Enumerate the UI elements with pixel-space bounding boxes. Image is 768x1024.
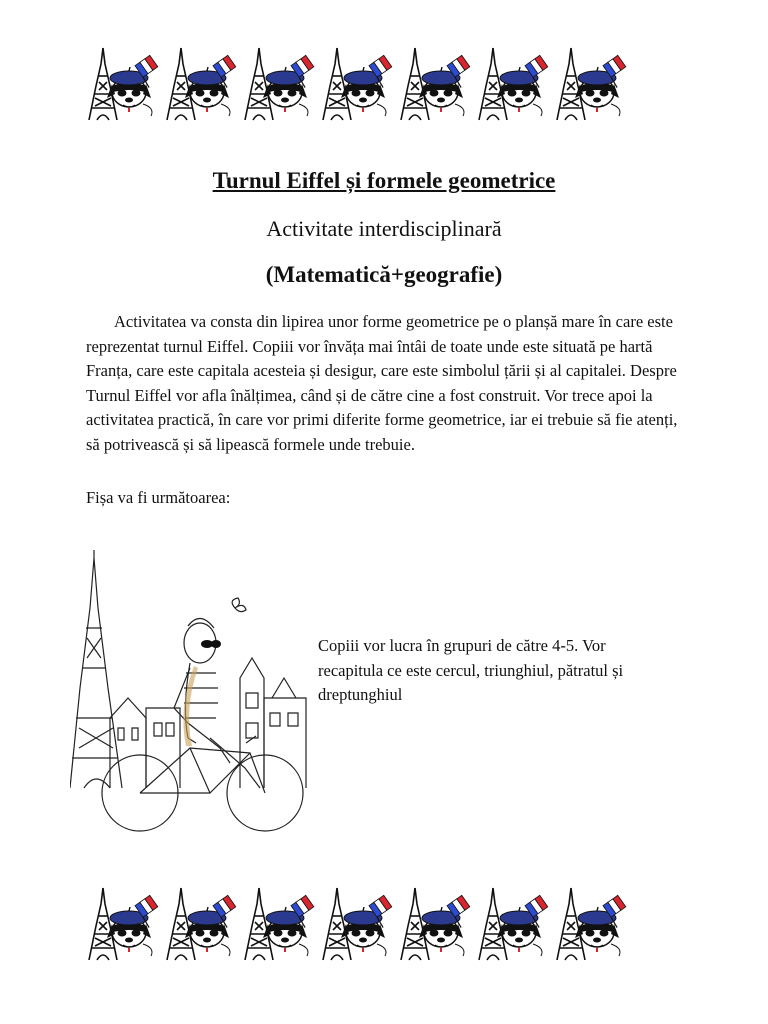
subject-label: (Matematică+geografie): [265, 262, 503, 287]
eiffel-bulldog-icon: [85, 882, 161, 962]
eiffel-bulldog-icon: [241, 42, 317, 122]
worksheet-intro: Fișa va fi următoarea:: [86, 488, 231, 507]
bottom-decorative-border: [85, 882, 629, 962]
eiffel-bulldog-icon: [553, 882, 629, 962]
eiffel-bulldog-icon: [319, 882, 395, 962]
page-title: Turnul Eiffel și formele geometrice: [212, 168, 556, 193]
eiffel-bulldog-icon: [475, 882, 551, 962]
eiffel-bulldog-icon: [553, 42, 629, 122]
eiffel-bulldog-icon: [397, 882, 473, 962]
group-work-note: Copiii vor lucra în grupuri de către 4-5. Vor recapitula ce este cercul, triunghiul, pătratul și dreptunghiul: [318, 636, 624, 704]
eiffel-bulldog-icon: [163, 42, 239, 122]
eiffel-bulldog-icon: [241, 882, 317, 962]
eiffel-bulldog-icon: [163, 882, 239, 962]
eiffel-bulldog-icon: [397, 42, 473, 122]
eiffel-bulldog-icon: [319, 42, 395, 122]
top-decorative-border: [85, 42, 629, 122]
paris-bicycle-illustration: [70, 548, 310, 853]
activity-description: Activitatea va consta din lipirea unor forme geometrice pe o planșă mare în care este reprezentat turnul Eiffel. Copiii vor învăța mai întâi de toate unde este situată pe hartă Franța, care este capitala acesteia și desigur, care este simbolul țării și al capitalei. Despre Turnul Eiffel vor afla înălțimea, când și de către cine a fost construit. Vor trece apoi la activitatea practică, în care vor primi diferite forme geometrice, iar ei trebuie să fie atenți, să potrivească și să lipească formele unde trebuie.: [86, 312, 678, 454]
page-subtitle: Activitate interdisciplinară: [266, 216, 502, 241]
eiffel-bulldog-icon: [475, 42, 551, 122]
eiffel-bulldog-icon: [85, 42, 161, 122]
